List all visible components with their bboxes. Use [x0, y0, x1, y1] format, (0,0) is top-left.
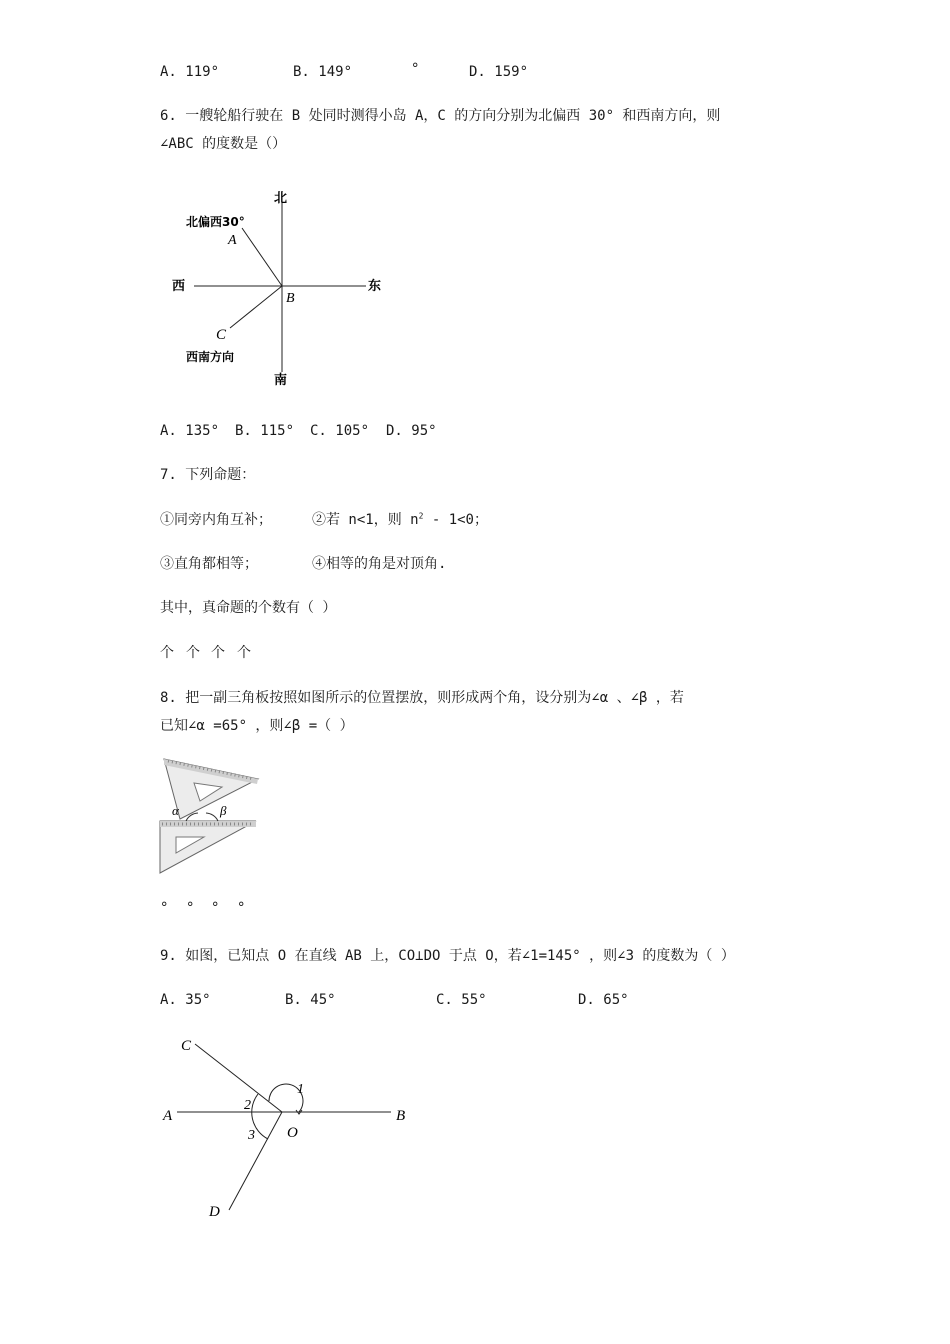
q5-option-b: B. 149° — [293, 64, 353, 80]
q6-compass-figure — [160, 180, 400, 395]
point-o-label: O — [287, 1125, 298, 1141]
label-southwest: 西南方向 — [186, 350, 235, 364]
q7-prop2-post: - 1<0； — [423, 512, 488, 528]
q6-option-b: B. 115° — [235, 423, 295, 439]
ray-oc — [195, 1044, 282, 1112]
q7-prop4: ④相等的角是对顶角. — [312, 556, 447, 572]
ray-bc — [230, 286, 282, 328]
point-a-label: A — [163, 1108, 173, 1124]
q8-option-d: ° — [237, 900, 246, 916]
south-label: 南 — [274, 373, 288, 388]
east-label: 东 — [368, 279, 382, 294]
angle-3-label: 3 — [248, 1128, 255, 1143]
q8-set-squares-figure — [158, 755, 268, 880]
q7-question: 其中，真命题的个数有（ ） — [160, 600, 337, 616]
angle-1-label: 1 — [297, 1082, 304, 1097]
q7-prop2-exponent: 2 — [418, 511, 424, 521]
q8-option-c: ° — [211, 900, 220, 916]
point-d-label: D — [209, 1204, 220, 1220]
q7-option-c: 个 — [211, 645, 225, 661]
q5-option-c: ° — [411, 61, 420, 77]
angle-2-label: 2 — [244, 1098, 251, 1113]
q9-option-d: D. 65° — [578, 992, 629, 1008]
bottom-set-square — [160, 821, 256, 873]
q7-prop1: ①同旁内角互补； — [160, 512, 272, 528]
q7-stem: 7. 下列命题： — [160, 467, 256, 483]
q8-option-b: ° — [186, 900, 195, 916]
q7-option-a: 个 — [160, 645, 174, 661]
q9-angle-figure — [155, 1030, 420, 1225]
q7-prop2 — [312, 511, 488, 529]
q8-stem-line2: 已知∠α =65° ，则∠β =（ ） — [160, 718, 354, 734]
beta-label: β — [220, 803, 227, 818]
q5-option-a: A. 119° — [160, 64, 220, 80]
q7-prop3: ③直角都相等； — [160, 556, 258, 572]
point-b-label: B — [396, 1108, 406, 1124]
point-c-label: C — [216, 327, 227, 343]
q9-option-a: A. 35° — [160, 992, 211, 1008]
q6-stem-line1: 6. 一艘轮船行驶在 B 处同时测得小岛 A，C 的方向分别为北偏西 30° 和西南方向，则 — [160, 108, 721, 124]
q7-prop2-pre: ②若 n<1，则 n — [312, 512, 419, 528]
q8-stem-line1: 8. 把一副三角板按照如图所示的位置摆放，则形成两个角，设分别为∠α 、∠β ，若 — [160, 690, 684, 706]
q6-option-d: D. 95° — [386, 423, 437, 439]
point-b-label: B — [286, 291, 295, 306]
ray-ba — [242, 228, 282, 286]
q9-option-b: B. 45° — [285, 992, 336, 1008]
q6-option-a: A. 135° — [160, 423, 220, 439]
q7-option-b: 个 — [186, 645, 200, 661]
q6-option-c: C. 105° — [310, 423, 370, 439]
q8-option-a: ° — [160, 900, 169, 916]
label-nw30: 北偏西30° — [186, 215, 245, 229]
q7-option-d: 个 — [237, 645, 251, 661]
alpha-label: α — [172, 803, 179, 818]
point-a-label: A — [228, 233, 237, 248]
q9-option-c: C. 55° — [436, 992, 487, 1008]
beta-arc — [206, 813, 218, 821]
point-c-label: C — [181, 1038, 192, 1054]
q6-stem-line2: ∠ABC 的度数是（） — [160, 136, 287, 152]
west-label: 西 — [172, 279, 186, 294]
q5-option-d: D. 159° — [469, 64, 529, 80]
north-label: 北 — [274, 191, 288, 206]
q9-stem: 9. 如图，已知点 O 在直线 AB 上，CO⊥DO 于点 O，若∠1=145° ，则∠3 的度数为（ ） — [160, 948, 735, 964]
